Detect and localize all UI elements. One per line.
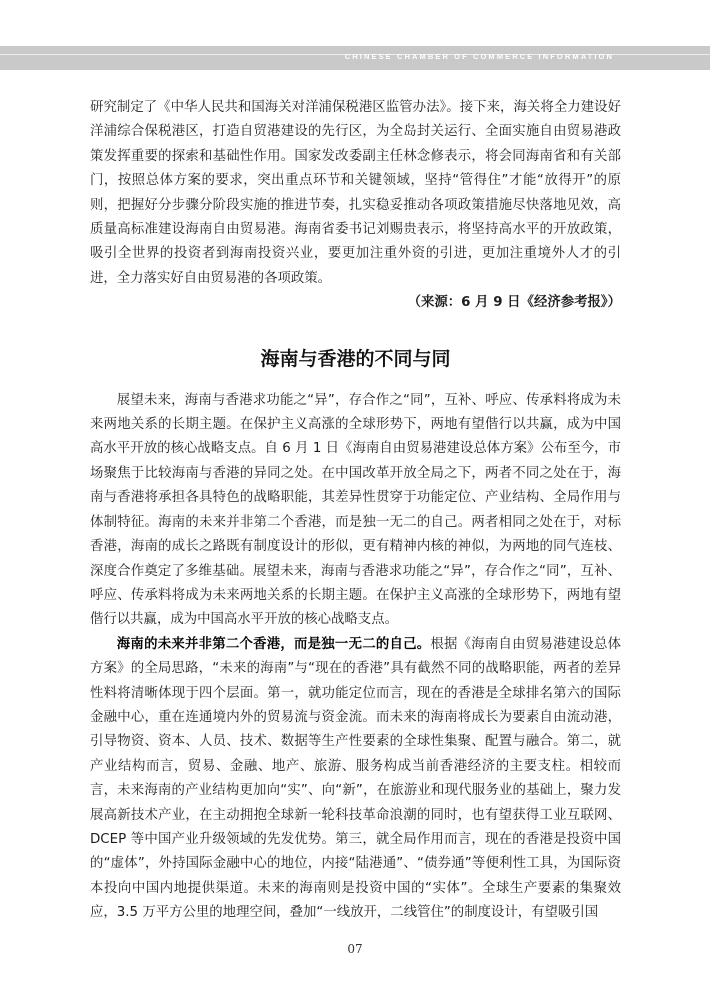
page-number: 07 <box>347 942 363 956</box>
article-title: 海南与香港的不同与同 <box>260 347 451 370</box>
article-paragraph-2 <box>90 633 621 926</box>
article-paragraph-1: 展望未来，海南与香港求功能之“异”，存合作之“同”，互补、呼应、传承料将成为未来两地关系的长期主题。在保护主义高涨的全球形势下，两地有望偕行以共赢，成为中国高水平开放的核心战略支点。自 6 月 1 日《海南自由贸易港建设总体方案》公布至今，市场聚焦于比较海南与香港的异同之处。在中国改革开放全局之下，两者不同之处在于，海南与香港将承担各具特色的战略职能，其差异性贯穿于功能定位、产业结构、全局作用与体制特征。海南的未来并非第二个香港，而是独一无二的自己。两者相同之处在于，对标香港，海南的成长之路既有制度设计的形似，更有精神内核的神似，为两地的同气连枝、深度合作奠定了多维基础。展望未来，海南与香港求功能之“异”，存合作之“同”，互补、呼应、传承料将成为未来两地关系的长期主题。在保护主义高涨的全球形势下，两地有望偕行以共赢，成为中国高水平开放的核心战略支点。 <box>90 392 621 628</box>
page-content <box>90 96 621 926</box>
paragraph-body: 根据《海南自由贸易港建设总体方案》的全局思路，“未来的海南”与“现在的香港”具有截然不同的战略职能，两者的差异性料将清晰体现于四个层面。第一，就功能定位而言，现在的香港是全球排名第六的国际金融中心，重在连通境内外的贸易流与资金流。而未来的海南将成长为要素自由流动港，引导物资、资本、人员、技术、数据等生产性要素的全球性集聚、配置与融合。第二，就产业结构而言，贸易、金融、地产、旅游、服务构成当前香港经济的主要支柱。相较而言，未来海南的产业结构更加向“实”、向“新”，在旅游业和现代服务业的基础上，聚力发展高新技术产业，在主动拥抱全球新一轮科技革命浪潮的同时，也有望获得工业互联网、DCEP 等中国产业升级领域的先发优势。第三，就全局作用而言，现在的香港是投资中国的“虚体”，外持国际金融中心的地位，内接“陆港通”、“债券通”等便利性工具，为国际资本投向中国内地提供渠道。未来的海南则是投资中国的“实体”。全球生产要素的集聚效应，3.5 万平方公里的地理空间，叠加“一线放开，二线管住”的制度设计，有望吸引国 <box>90 636 622 921</box>
paragraph-lead-sentence: 海南的未来并非第二个香港，而是独一无二的自己。 <box>116 636 431 652</box>
publication-header: CHINESE CHAMBER OF COMMERCE INFORMATION <box>344 52 614 61</box>
source-citation: （来源：6 月 9 日《经济参考报》） <box>407 295 621 311</box>
intro-paragraph: 研究制定了《中华人民共和国海关对洋浦保税港区监管办法》。接下来，海关将全力建设好洋浦综合保税港区，打造自贸港建设的先行区，为全岛封关运行、全面实施自由贸易港政策发挥重要的探索和基础性作用。国家发改委副主任林念修表示，将会同海南省和有关部门，按照总体方案的要求，突出重点环节和关键领域，坚持“管得住”才能“放得开”的原则，把握好分步骤分阶段实施的推进节奏，扎实稳妥推动各项政策措施尽快落地见效，高质量高标准建设海南自由贸易港。海南省委书记刘赐贵表示，将坚持高水平的开放政策，吸引全世界的投资者到海南投资兴业，要更加注重外资的引进，更加注重境外人才的引进，全力落实好自由贸易港的各项政策。 <box>90 100 621 286</box>
